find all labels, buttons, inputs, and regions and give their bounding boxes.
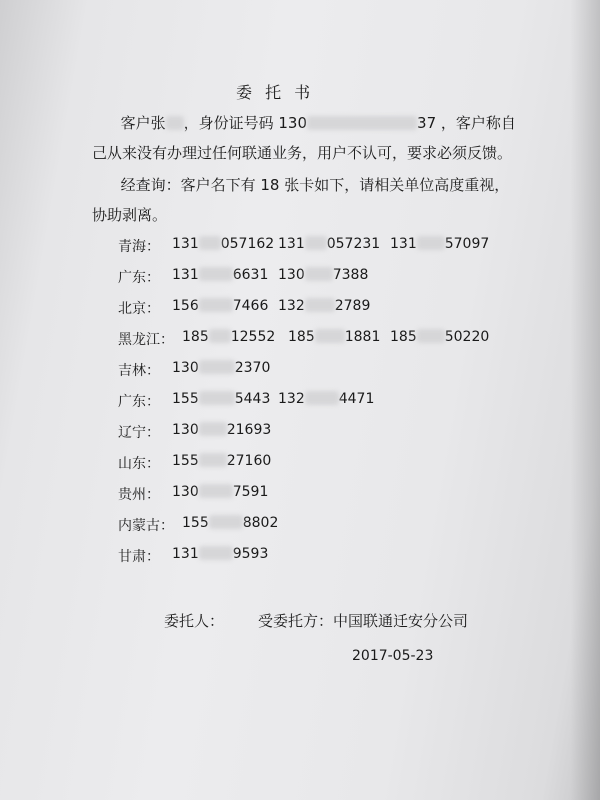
- phone-number: 155 27160: [172, 453, 272, 469]
- para2-text-b: 协助剥离。: [92, 206, 168, 224]
- para1-text-a: 客户张: [120, 114, 166, 132]
- phone-number: 185 1881: [288, 329, 381, 345]
- para2-text: 经查询：客户名下有 18 张卡如下，请相关单位高度重视，: [120, 176, 510, 194]
- province-label: 内蒙古：: [118, 518, 174, 534]
- phone-number: 130 7388: [278, 267, 369, 283]
- phone-number: 132 4471: [278, 391, 375, 407]
- paragraph-2: [92, 170, 532, 230]
- principal-label: 委托人：: [164, 612, 225, 630]
- page-shadow: [570, 0, 600, 800]
- phone-number: 131 57097: [390, 236, 490, 252]
- phone-number: 130 2370: [172, 360, 271, 376]
- para1-text-b: ，身份证号码 130: [183, 114, 308, 132]
- document-title: 委 托 书: [236, 83, 315, 102]
- para1-text-c: 37 ，客户称自: [417, 114, 516, 132]
- entrusted-party: 受委托方：中国联通迁安分公司: [258, 612, 469, 630]
- phone-number: 156 7466: [172, 298, 269, 314]
- phone-number: 130 7591: [172, 484, 269, 500]
- phone-number: 185 50220: [390, 329, 490, 345]
- province-label: 广东：: [118, 394, 160, 410]
- phone-number: 132 2789: [278, 298, 371, 314]
- document-date: 2017-05-23: [352, 648, 434, 664]
- province-label: 吉林：: [118, 363, 160, 379]
- province-label: 甘肃：: [118, 549, 160, 565]
- phone-number: 131 9593: [172, 546, 269, 562]
- paragraph-1: [92, 108, 532, 168]
- province-label: 青海：: [118, 239, 160, 255]
- province-label: 北京：: [118, 301, 160, 317]
- phone-number: 131 6631: [172, 267, 269, 283]
- phone-number: 155 5443: [172, 391, 271, 407]
- redaction-mask: [166, 116, 184, 130]
- redaction-mask: [307, 116, 417, 130]
- province-label: 山东：: [118, 456, 160, 472]
- phone-number: 131 057231: [278, 236, 381, 252]
- phone-number: 131 057162: [172, 236, 275, 252]
- para1-text-d: 己从来没有办理过任何联通业务，用户不认可，要求必须反馈。: [92, 144, 513, 162]
- province-label: 贵州：: [118, 487, 160, 503]
- phone-number: 130 21693: [172, 422, 272, 438]
- phone-number: 155 8802: [182, 515, 279, 531]
- province-label: 广东：: [118, 270, 160, 286]
- province-label: 辽宁：: [118, 425, 160, 441]
- province-label: 黑龙江：: [118, 332, 174, 348]
- phone-number: 185 12552: [182, 329, 276, 345]
